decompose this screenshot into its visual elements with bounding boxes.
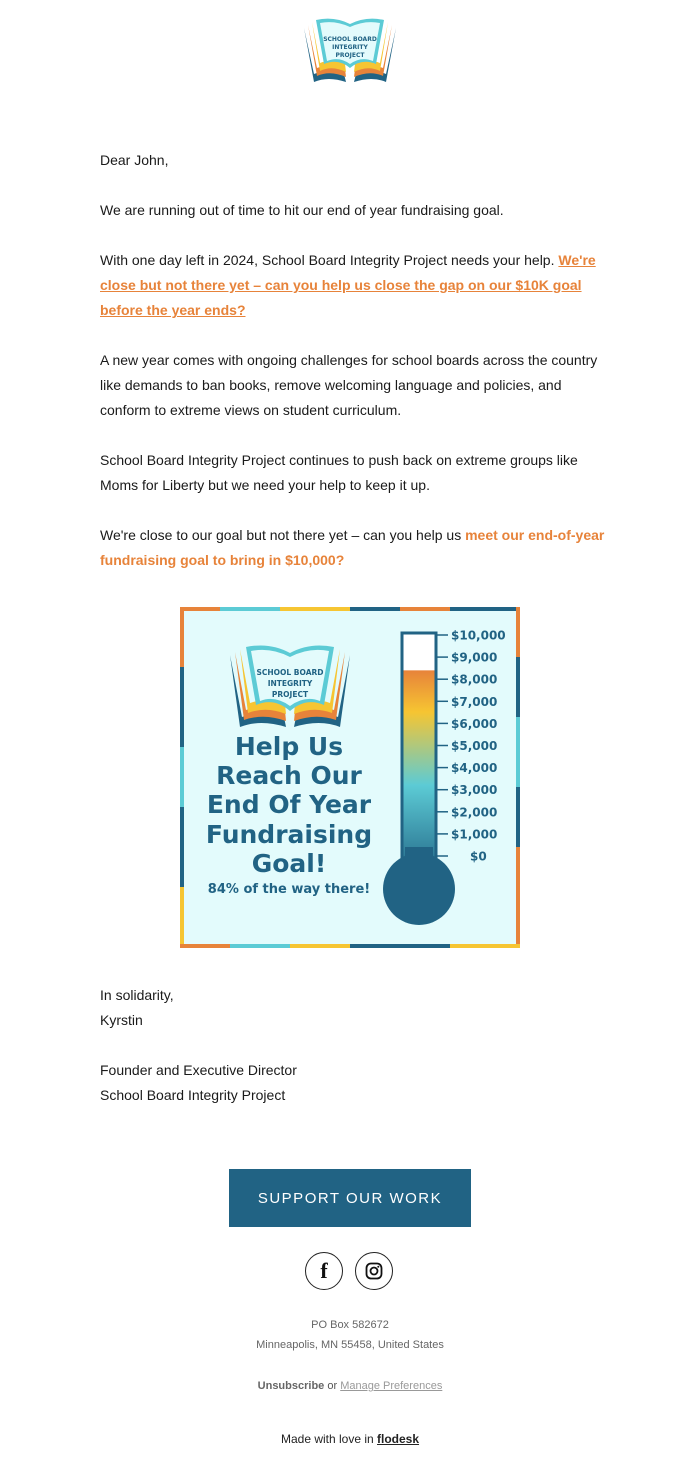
header-logo — [300, 16, 400, 88]
headline-line-5: Goal! — [251, 849, 327, 878]
goal-link[interactable]: We're close but not there yet – can you help us close the gap on our $10K goal before the year ends? — [100, 252, 596, 318]
headline-line-3: End Of Year — [206, 790, 372, 819]
logo-text-3: PROJECT — [335, 52, 365, 59]
scale-label: $3,000 — [451, 783, 498, 798]
instagram-link[interactable] — [355, 1252, 393, 1290]
headline-line-1: Help Us — [234, 732, 344, 761]
paragraph-2-text: With one day left in 2024, School Board Integrity Project needs your help. — [100, 252, 559, 268]
made-with-text: Made with love in — [280, 1432, 378, 1446]
facebook-icon: f — [320, 1258, 328, 1283]
graphic-logo-text-2: INTEGRITY — [267, 679, 313, 688]
progress-text: 84% of the way there! — [207, 882, 371, 897]
scale-label: $7,000 — [451, 694, 498, 709]
unsubscribe-or: or — [324, 1380, 341, 1392]
paragraph-3: A new year comes with ongoing challenges for school boards across the country like demands to ban books, remove welcoming language and policies, and conform to extreme views on student curriculum. — [100, 352, 598, 418]
email-body — [100, 148, 605, 598]
manage-preferences-link[interactable]: Manage Preferences — [340, 1380, 443, 1392]
scale-label: $8,000 — [451, 672, 498, 687]
scale-label: $6,000 — [451, 716, 498, 731]
paragraph-4: School Board Integrity Project continues to push back on extreme groups like Moms for Liberty but we need your help to keep it up. — [100, 452, 578, 493]
graphic-logo-text-1: SCHOOL BOARD — [256, 668, 324, 677]
closing — [100, 983, 605, 1033]
made-with-row — [0, 1432, 700, 1446]
flodesk-link[interactable]: flodesk — [377, 1432, 420, 1446]
scale-label: $1,000 — [451, 827, 498, 842]
address-line-2: Minneapolis, MN 55458, United States — [256, 1339, 444, 1351]
fundraising-graphic — [180, 607, 520, 948]
signer-name: Kyrstin — [100, 1012, 143, 1028]
unsubscribe-link[interactable]: Unsubscribe — [257, 1380, 325, 1392]
scale-label: $10,000 — [451, 628, 506, 643]
signer-title: Founder and Executive Director — [100, 1062, 297, 1078]
scale-label: $9,000 — [451, 650, 498, 665]
scale-label: $4,000 — [451, 761, 498, 776]
paragraph-5-text: We're close to our goal but not there yet – can you help us — [100, 527, 466, 543]
logo-text-2: INTEGRITY — [332, 44, 368, 51]
paragraph-5-highlight: meet our end-of-year fundraising goal to bring in $10,000? — [100, 527, 605, 568]
address-line-1: PO Box 582672 — [311, 1319, 389, 1331]
unsubscribe-row — [0, 1380, 700, 1392]
paragraph-5 — [100, 523, 605, 573]
scale-label: $2,000 — [451, 805, 498, 820]
headline-line-2: Reach Our — [216, 761, 362, 790]
paragraph-2 — [100, 248, 605, 323]
signer-title-block — [100, 1058, 605, 1108]
graphic-logo-text-3: PROJECT — [271, 690, 309, 699]
signoff — [100, 983, 605, 1133]
logo-text-1: SCHOOL BOARD — [323, 36, 377, 43]
scale-label: $5,000 — [451, 739, 498, 753]
signer-org: School Board Integrity Project — [100, 1087, 286, 1103]
greeting: Dear John, — [100, 152, 169, 168]
scale-label: $0 — [470, 849, 487, 864]
closing-text: In solidarity, — [100, 987, 174, 1003]
paragraph-1: We are running out of time to hit our end of year fundraising goal. — [100, 202, 504, 218]
facebook-link[interactable] — [305, 1252, 343, 1290]
support-our-work-button[interactable]: SUPPORT OUR WORK — [229, 1169, 471, 1227]
instagram-icon — [365, 1262, 383, 1280]
headline-line-4: Fundraising — [205, 820, 373, 849]
